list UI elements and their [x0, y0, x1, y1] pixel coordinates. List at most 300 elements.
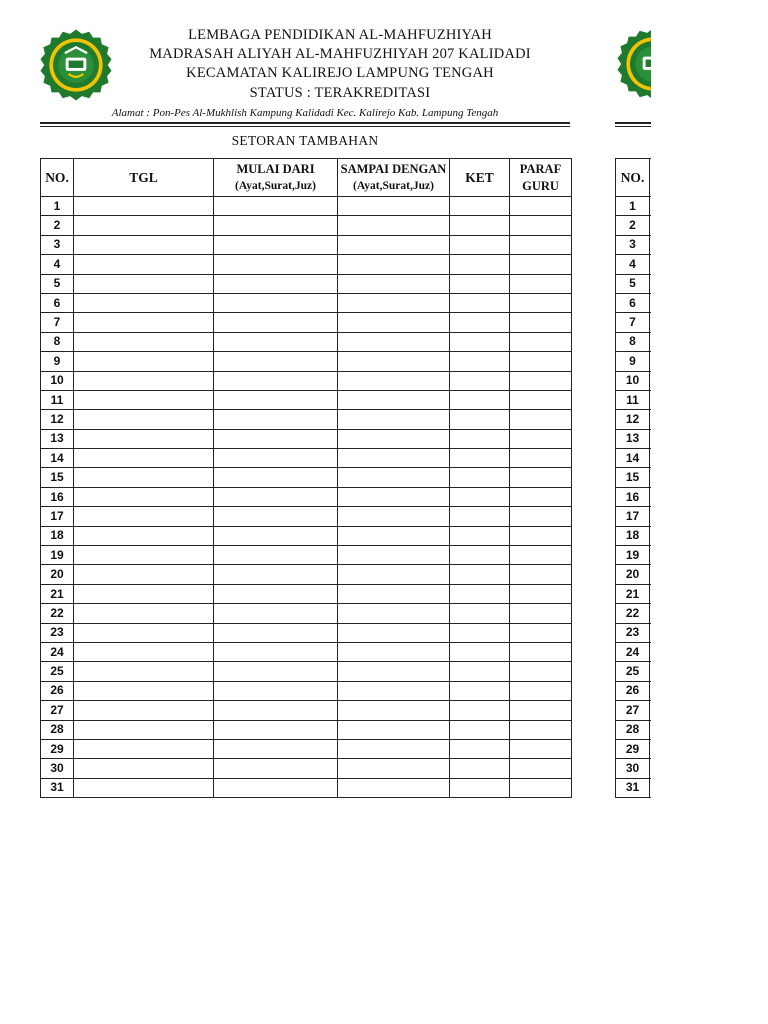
- cell-tgl[interactable]: [74, 429, 214, 448]
- table-row: [41, 449, 572, 468]
- cell-mulai-dari[interactable]: [214, 604, 338, 623]
- cell-no: 1: [41, 197, 74, 216]
- cell-mulai-dari[interactable]: [214, 720, 338, 739]
- cell-tgl[interactable]: [74, 313, 214, 332]
- cell-sampai-dengan[interactable]: [338, 332, 450, 351]
- cell-tgl-right[interactable]: [650, 352, 652, 371]
- table-row: [41, 487, 572, 506]
- table-row-right: [616, 720, 652, 739]
- cell-no: 13: [41, 429, 74, 448]
- cell-no-right: 30: [616, 759, 650, 778]
- cell-sampai-dengan[interactable]: [338, 778, 450, 797]
- cell-tgl[interactable]: [74, 332, 214, 351]
- cell-no: 25: [41, 662, 74, 681]
- table-row-right: [616, 313, 652, 332]
- cell-mulai-dari[interactable]: [214, 449, 338, 468]
- cell-sampai-dengan[interactable]: [338, 584, 450, 603]
- cell-mulai-dari[interactable]: [214, 390, 338, 409]
- cell-paraf-guru[interactable]: [510, 274, 572, 293]
- cell-paraf-guru[interactable]: [510, 759, 572, 778]
- cell-ket[interactable]: [450, 720, 510, 739]
- table-header-row: [41, 159, 572, 197]
- cell-mulai-dari[interactable]: [214, 662, 338, 681]
- table-row-right: [616, 468, 652, 487]
- cell-sampai-dengan[interactable]: [338, 429, 450, 448]
- table-row-right: [616, 410, 652, 429]
- table-row-right: [616, 681, 652, 700]
- cell-tgl-right[interactable]: [650, 720, 652, 739]
- cell-no-right: 2: [616, 216, 650, 235]
- cell-tgl-right[interactable]: [650, 778, 652, 797]
- header-divider-thin: [40, 126, 570, 127]
- table-row-right: [616, 546, 652, 565]
- header-ket: KET: [450, 159, 510, 197]
- cell-no-right: 22: [616, 604, 650, 623]
- cell-mulai-dari[interactable]: [214, 584, 338, 603]
- cell-ket[interactable]: [450, 255, 510, 274]
- cell-ket[interactable]: [450, 778, 510, 797]
- table-row-right: [616, 255, 652, 274]
- cell-no: 12: [41, 410, 74, 429]
- cell-no: 5: [41, 274, 74, 293]
- table-row: [41, 293, 572, 312]
- cell-mulai-dari[interactable]: [214, 565, 338, 584]
- cell-mulai-dari[interactable]: [214, 313, 338, 332]
- cell-no-right: 15: [616, 468, 650, 487]
- cell-ket[interactable]: [450, 429, 510, 448]
- cell-tgl[interactable]: [74, 390, 214, 409]
- cell-ket[interactable]: [450, 216, 510, 235]
- cell-ket[interactable]: [450, 546, 510, 565]
- cell-no-right: 1: [616, 197, 650, 216]
- table-row: [41, 623, 572, 642]
- cell-ket[interactable]: [450, 487, 510, 506]
- cell-tgl-right[interactable]: [650, 197, 652, 216]
- cell-no: 21: [41, 584, 74, 603]
- cell-ket[interactable]: [450, 584, 510, 603]
- cell-no: 9: [41, 352, 74, 371]
- cell-tgl-right[interactable]: [650, 739, 652, 758]
- cell-tgl[interactable]: [74, 410, 214, 429]
- cell-sampai-dengan[interactable]: [338, 255, 450, 274]
- cell-ket[interactable]: [450, 739, 510, 758]
- cell-no-right: 8: [616, 332, 650, 351]
- table-row: [41, 565, 572, 584]
- table-row-right: [616, 487, 652, 506]
- cell-paraf-guru[interactable]: [510, 778, 572, 797]
- header-paraf-guru: [510, 159, 572, 197]
- cell-tgl-right[interactable]: [650, 507, 652, 526]
- table-row: [41, 468, 572, 487]
- cell-tgl[interactable]: [74, 255, 214, 274]
- cell-ket[interactable]: [450, 759, 510, 778]
- table-row-right: [616, 197, 652, 216]
- cell-tgl-right[interactable]: [650, 759, 652, 778]
- table-row: [41, 429, 572, 448]
- cell-no-right: 13: [616, 429, 650, 448]
- cell-ket[interactable]: [450, 332, 510, 351]
- cell-tgl[interactable]: [74, 274, 214, 293]
- table-row-right: [616, 778, 652, 797]
- table-row-right: [616, 449, 652, 468]
- district-name: KECAMATAN KALIREJO LAMPUNG TENGAH: [186, 65, 494, 81]
- table-row: [41, 352, 572, 371]
- school-emblem-icon-right: [616, 27, 651, 101]
- cell-sampai-dengan[interactable]: [338, 487, 450, 506]
- cell-mulai-dari[interactable]: [214, 429, 338, 448]
- cell-tgl[interactable]: [74, 759, 214, 778]
- cell-tgl-right[interactable]: [650, 546, 652, 565]
- cell-mulai-dari[interactable]: [214, 739, 338, 758]
- cell-no-right: 16: [616, 487, 650, 506]
- cell-no-right: 24: [616, 642, 650, 661]
- cell-tgl-right[interactable]: [650, 487, 652, 506]
- table-row: [41, 584, 572, 603]
- cell-sampai-dengan[interactable]: [338, 546, 450, 565]
- cell-tgl[interactable]: [74, 662, 214, 681]
- cell-mulai-dari[interactable]: [214, 507, 338, 526]
- cell-sampai-dengan[interactable]: [338, 274, 450, 293]
- cell-tgl[interactable]: [74, 642, 214, 661]
- cell-tgl[interactable]: [74, 565, 214, 584]
- cell-paraf-guru[interactable]: [510, 739, 572, 758]
- cell-tgl-right[interactable]: [650, 235, 652, 254]
- cell-ket[interactable]: [450, 352, 510, 371]
- cell-tgl-right[interactable]: [650, 216, 652, 235]
- header-paraf-sub: GURU: [522, 178, 559, 193]
- cell-paraf-guru[interactable]: [510, 468, 572, 487]
- table-row-right: [616, 507, 652, 526]
- cell-tgl[interactable]: [74, 449, 214, 468]
- header-mulai-sub: (Ayat,Surat,Juz): [235, 179, 316, 192]
- cell-tgl-right[interactable]: [650, 468, 652, 487]
- header-mulai-dari: [214, 159, 338, 197]
- cell-mulai-dari[interactable]: [214, 759, 338, 778]
- cell-paraf-guru[interactable]: [510, 701, 572, 720]
- institution-name: LEMBAGA PENDIDIKAN AL-MAHFUZHIYAH: [188, 27, 492, 43]
- table-row-right: [616, 739, 652, 758]
- cell-tgl-right[interactable]: [650, 429, 652, 448]
- header-tgl-right: [650, 159, 652, 197]
- cell-paraf-guru[interactable]: [510, 410, 572, 429]
- cell-ket[interactable]: [450, 371, 510, 390]
- cell-sampai-dengan[interactable]: [338, 410, 450, 429]
- cell-sampai-dengan[interactable]: [338, 235, 450, 254]
- cell-sampai-dengan[interactable]: [338, 293, 450, 312]
- table-row: [41, 546, 572, 565]
- header-paraf-label: PARAF: [519, 161, 562, 176]
- cell-paraf-guru[interactable]: [510, 216, 572, 235]
- cell-no: 18: [41, 526, 74, 545]
- cell-paraf-guru[interactable]: [510, 352, 572, 371]
- cell-no: 31: [41, 778, 74, 797]
- cell-sampai-dengan[interactable]: [338, 739, 450, 758]
- cell-sampai-dengan[interactable]: [338, 313, 450, 332]
- table-row: [41, 255, 572, 274]
- cell-mulai-dari[interactable]: [214, 410, 338, 429]
- cell-no: 20: [41, 565, 74, 584]
- table-row: [41, 410, 572, 429]
- table-row: [41, 720, 572, 739]
- cell-ket[interactable]: [450, 604, 510, 623]
- cell-no-right: 20: [616, 565, 650, 584]
- cell-tgl[interactable]: [74, 197, 214, 216]
- cell-paraf-guru[interactable]: [510, 526, 572, 545]
- cell-ket[interactable]: [450, 642, 510, 661]
- cell-sampai-dengan[interactable]: [338, 720, 450, 739]
- cell-no-right: 11: [616, 390, 650, 409]
- cell-paraf-guru[interactable]: [510, 293, 572, 312]
- table-row-right: [616, 429, 652, 448]
- cell-no-right: 12: [616, 410, 650, 429]
- cell-no-right: 3: [616, 235, 650, 254]
- cell-paraf-guru[interactable]: [510, 313, 572, 332]
- cell-sampai-dengan[interactable]: [338, 216, 450, 235]
- cell-sampai-dengan[interactable]: [338, 681, 450, 700]
- cell-tgl[interactable]: [74, 526, 214, 545]
- setoran-table-right: [615, 158, 651, 798]
- cell-tgl[interactable]: [74, 739, 214, 758]
- cell-paraf-guru[interactable]: [510, 235, 572, 254]
- cell-ket[interactable]: [450, 468, 510, 487]
- cell-paraf-guru[interactable]: [510, 487, 572, 506]
- cell-tgl-right[interactable]: [650, 274, 652, 293]
- cell-paraf-guru[interactable]: [510, 584, 572, 603]
- cell-ket[interactable]: [450, 623, 510, 642]
- cell-paraf-guru[interactable]: [510, 681, 572, 700]
- cell-ket[interactable]: [450, 197, 510, 216]
- cell-sampai-dengan[interactable]: [338, 371, 450, 390]
- cell-mulai-dari[interactable]: [214, 255, 338, 274]
- school-emblem-icon: [39, 28, 113, 102]
- cell-paraf-guru[interactable]: [510, 371, 572, 390]
- table-row: [41, 332, 572, 351]
- table-row-right: [616, 216, 652, 235]
- cell-no-right: 31: [616, 778, 650, 797]
- table-header-row-right: [616, 159, 652, 197]
- cell-ket[interactable]: [450, 565, 510, 584]
- cell-mulai-dari[interactable]: [214, 274, 338, 293]
- table-row-right: [616, 701, 652, 720]
- cell-tgl[interactable]: [74, 623, 214, 642]
- cell-sampai-dengan[interactable]: [338, 662, 450, 681]
- cell-tgl-right[interactable]: [650, 623, 652, 642]
- cell-sampai-dengan[interactable]: [338, 623, 450, 642]
- cell-no-right: 7: [616, 313, 650, 332]
- cell-mulai-dari[interactable]: [214, 778, 338, 797]
- cell-tgl[interactable]: [74, 701, 214, 720]
- table-row: [41, 604, 572, 623]
- cell-no: 26: [41, 681, 74, 700]
- cell-sampai-dengan[interactable]: [338, 468, 450, 487]
- cell-paraf-guru[interactable]: [510, 565, 572, 584]
- cell-mulai-dari[interactable]: [214, 352, 338, 371]
- cell-no: 16: [41, 487, 74, 506]
- cell-paraf-guru[interactable]: [510, 429, 572, 448]
- table-row-right: [616, 390, 652, 409]
- cell-no: 30: [41, 759, 74, 778]
- school-name: MADRASAH ALIYAH AL-MAHFUZHIYAH 207 KALIDADI: [149, 46, 531, 62]
- cell-tgl-right[interactable]: [650, 449, 652, 468]
- cell-mulai-dari[interactable]: [214, 526, 338, 545]
- cell-no: 24: [41, 642, 74, 661]
- cell-no: 8: [41, 332, 74, 351]
- cell-tgl[interactable]: [74, 235, 214, 254]
- cell-no-right: 27: [616, 701, 650, 720]
- cell-tgl-right[interactable]: [650, 604, 652, 623]
- cell-tgl[interactable]: [74, 778, 214, 797]
- table-row-right: [616, 371, 652, 390]
- cell-no-right: 25: [616, 662, 650, 681]
- cell-sampai-dengan[interactable]: [338, 352, 450, 371]
- header-sampai-label: SAMPAI DENGAN: [340, 161, 447, 176]
- cell-tgl-right[interactable]: [650, 313, 652, 332]
- table-row-right: [616, 526, 652, 545]
- cell-mulai-dari[interactable]: [214, 371, 338, 390]
- cell-paraf-guru[interactable]: [510, 604, 572, 623]
- cell-ket[interactable]: [450, 449, 510, 468]
- cell-mulai-dari[interactable]: [214, 235, 338, 254]
- cell-sampai-dengan[interactable]: [338, 565, 450, 584]
- cell-tgl-right[interactable]: [650, 642, 652, 661]
- cell-tgl[interactable]: [74, 507, 214, 526]
- cell-paraf-guru[interactable]: [510, 255, 572, 274]
- cell-no-right: 29: [616, 739, 650, 758]
- cell-tgl-right[interactable]: [650, 681, 652, 700]
- cell-no-right: 23: [616, 623, 650, 642]
- cell-no: 19: [41, 546, 74, 565]
- cell-paraf-guru[interactable]: [510, 642, 572, 661]
- cell-mulai-dari[interactable]: [214, 216, 338, 235]
- table-row-right: [616, 332, 652, 351]
- cell-tgl-right[interactable]: [650, 565, 652, 584]
- cell-sampai-dengan[interactable]: [338, 390, 450, 409]
- cell-mulai-dari[interactable]: [214, 701, 338, 720]
- table-row: [41, 216, 572, 235]
- cell-paraf-guru[interactable]: [510, 332, 572, 351]
- cell-sampai-dengan[interactable]: [338, 526, 450, 545]
- cell-tgl-right[interactable]: [650, 701, 652, 720]
- table-row: [41, 507, 572, 526]
- cell-tgl[interactable]: [74, 352, 214, 371]
- table-row: [41, 759, 572, 778]
- cell-tgl-right[interactable]: [650, 410, 652, 429]
- cell-no: 17: [41, 507, 74, 526]
- cell-ket[interactable]: [450, 662, 510, 681]
- cell-tgl[interactable]: [74, 584, 214, 603]
- cell-sampai-dengan[interactable]: [338, 604, 450, 623]
- cell-no: 28: [41, 720, 74, 739]
- cell-tgl-right[interactable]: [650, 662, 652, 681]
- cell-sampai-dengan[interactable]: [338, 642, 450, 661]
- cell-no: 29: [41, 739, 74, 758]
- cell-paraf-guru[interactable]: [510, 507, 572, 526]
- cell-no: 3: [41, 235, 74, 254]
- cell-tgl-right[interactable]: [650, 332, 652, 351]
- cell-mulai-dari[interactable]: [214, 623, 338, 642]
- cell-no-right: 21: [616, 584, 650, 603]
- setoran-table: [40, 158, 572, 798]
- cell-tgl[interactable]: [74, 604, 214, 623]
- table-row: [41, 197, 572, 216]
- cell-paraf-guru[interactable]: [510, 623, 572, 642]
- cell-ket[interactable]: [450, 507, 510, 526]
- table-row-right: [616, 565, 652, 584]
- cell-ket[interactable]: [450, 681, 510, 700]
- cell-ket[interactable]: [450, 313, 510, 332]
- cell-mulai-dari[interactable]: [214, 642, 338, 661]
- cell-tgl[interactable]: [74, 293, 214, 312]
- cell-paraf-guru[interactable]: [510, 449, 572, 468]
- table-row: [41, 642, 572, 661]
- header-mulai-label: MULAI DARI: [236, 161, 315, 176]
- cell-no-right: 5: [616, 274, 650, 293]
- cell-tgl[interactable]: [74, 487, 214, 506]
- cell-paraf-guru[interactable]: [510, 662, 572, 681]
- cell-sampai-dengan[interactable]: [338, 449, 450, 468]
- cell-tgl[interactable]: [74, 546, 214, 565]
- cell-no: 7: [41, 313, 74, 332]
- cell-tgl-right[interactable]: [650, 293, 652, 312]
- table-row-right: [616, 352, 652, 371]
- cell-tgl[interactable]: [74, 681, 214, 700]
- cell-tgl-right[interactable]: [650, 584, 652, 603]
- cell-ket[interactable]: [450, 526, 510, 545]
- cell-mulai-dari[interactable]: [214, 681, 338, 700]
- cell-paraf-guru[interactable]: [510, 390, 572, 409]
- school-address: Alamat : Pon-Pes Al-Mukhlish Kampung Kalidadi Kec. Kalirejo Kab. Lampung Tengah: [111, 107, 499, 119]
- table-row-right: [616, 235, 652, 254]
- cell-sampai-dengan[interactable]: [338, 701, 450, 720]
- cell-mulai-dari[interactable]: [214, 293, 338, 312]
- cell-mulai-dari[interactable]: [214, 546, 338, 565]
- cell-ket[interactable]: [450, 235, 510, 254]
- table-row-right: [616, 642, 652, 661]
- accreditation-status: STATUS : TERAKREDITASI: [249, 85, 431, 101]
- cell-tgl[interactable]: [74, 720, 214, 739]
- cell-ket[interactable]: [450, 274, 510, 293]
- cell-sampai-dengan[interactable]: [338, 197, 450, 216]
- cell-mulai-dari[interactable]: [214, 487, 338, 506]
- cell-tgl-right[interactable]: [650, 371, 652, 390]
- table-row: [41, 681, 572, 700]
- cell-no-right: 6: [616, 293, 650, 312]
- cell-tgl[interactable]: [74, 371, 214, 390]
- cell-paraf-guru[interactable]: [510, 720, 572, 739]
- cell-tgl[interactable]: [74, 468, 214, 487]
- cell-mulai-dari[interactable]: [214, 332, 338, 351]
- cell-tgl-right[interactable]: [650, 390, 652, 409]
- table-row-right: [616, 759, 652, 778]
- cell-paraf-guru[interactable]: [510, 546, 572, 565]
- cell-ket[interactable]: [450, 293, 510, 312]
- cell-ket[interactable]: [450, 390, 510, 409]
- table-row-right: [616, 293, 652, 312]
- cell-tgl-right[interactable]: [650, 255, 652, 274]
- cell-tgl-right[interactable]: [650, 526, 652, 545]
- cell-paraf-guru[interactable]: [510, 197, 572, 216]
- cell-mulai-dari[interactable]: [214, 197, 338, 216]
- cell-no-right: 17: [616, 507, 650, 526]
- cell-tgl[interactable]: [74, 216, 214, 235]
- cell-ket[interactable]: [450, 410, 510, 429]
- right-divider-thick: [615, 122, 651, 124]
- cell-no-right: 9: [616, 352, 650, 371]
- cell-sampai-dengan[interactable]: [338, 759, 450, 778]
- cell-ket[interactable]: [450, 701, 510, 720]
- cell-sampai-dengan[interactable]: [338, 507, 450, 526]
- cell-mulai-dari[interactable]: [214, 468, 338, 487]
